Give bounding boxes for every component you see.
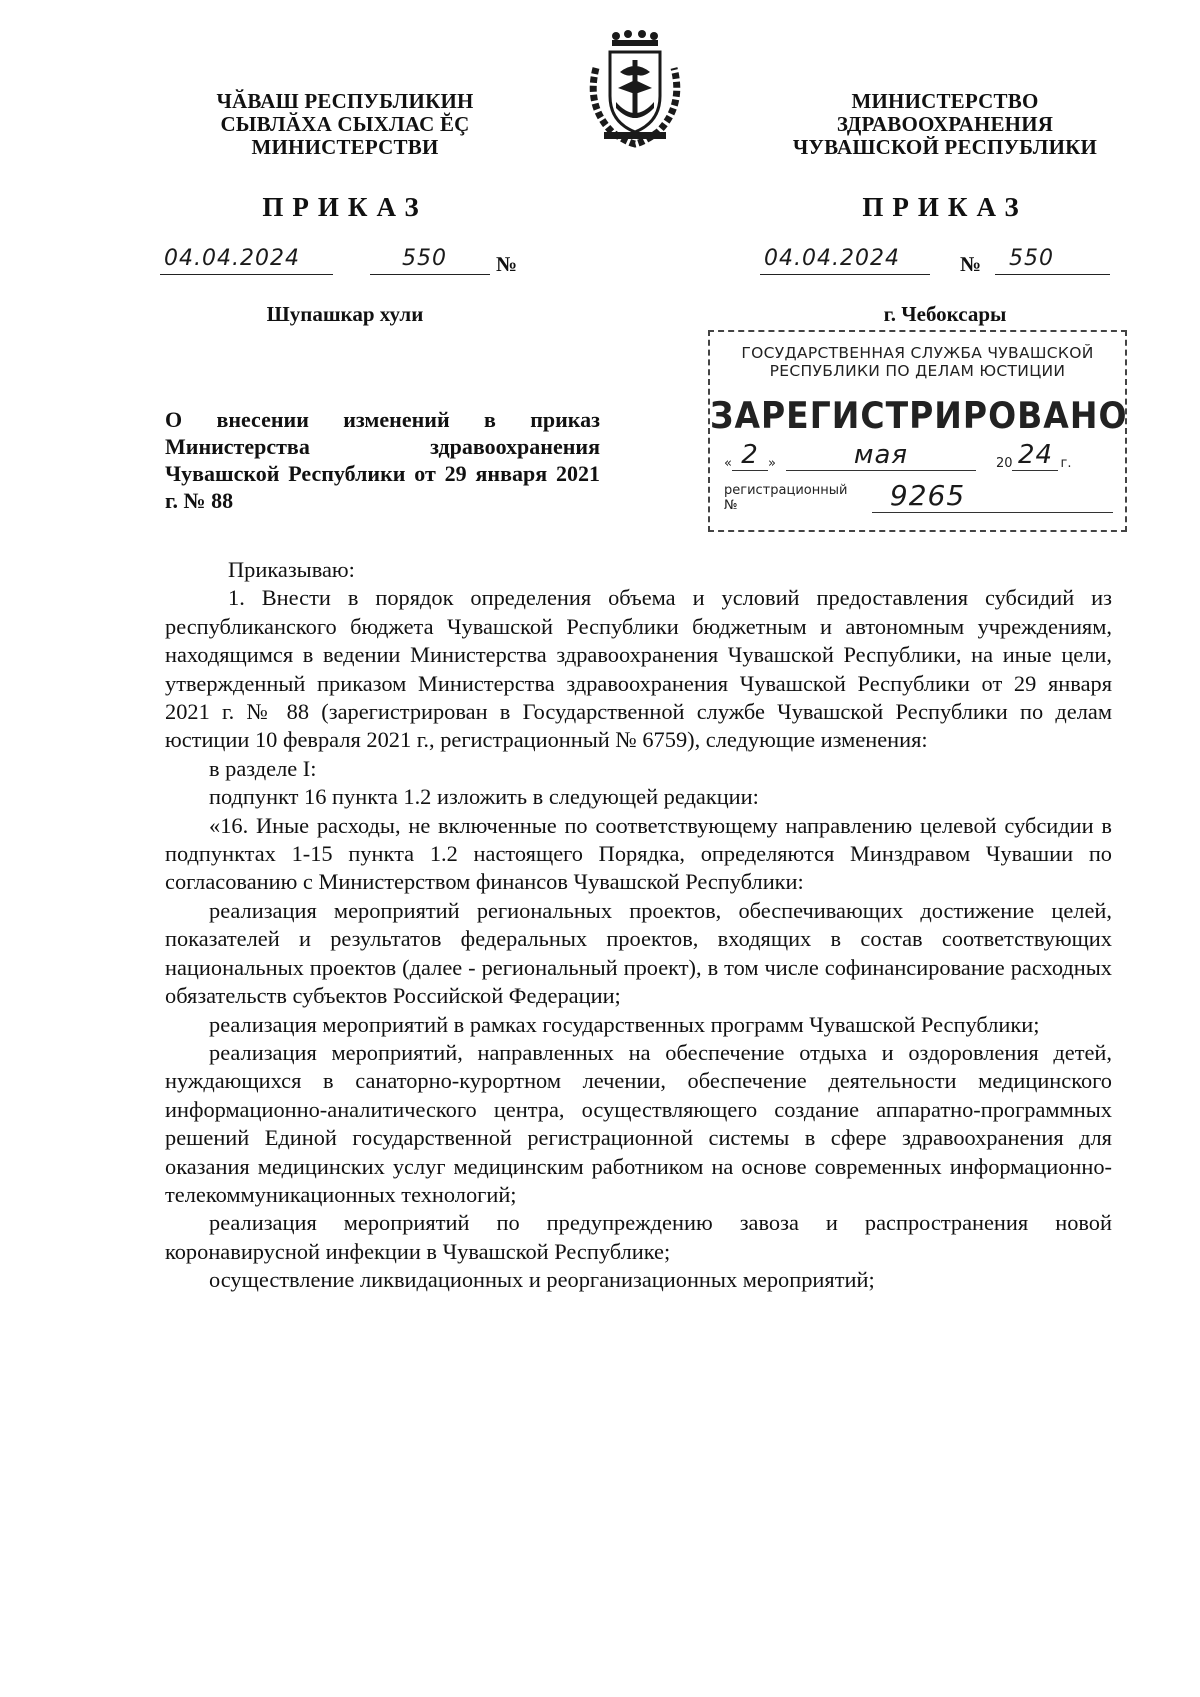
stamp-year-prefix: 20 [995,456,1013,471]
stamp-month-line [786,440,976,471]
left-date: 04.04.2024 [164,246,300,271]
header-right [760,90,1130,159]
left-number-sign: № [496,252,518,276]
registration-stamp [708,330,1127,532]
right-number-sign: № [960,252,982,276]
stamp-registered: ЗАРЕГИСТРИРОВАНО [710,394,1128,437]
stamp-close-quote: » [767,456,776,471]
stamp-year-suffix: 24 [1017,440,1054,470]
stamp-line1: ГОСУДАРСТВЕННАЯ СЛУЖБА ЧУВАШСКОЙ [741,344,1094,362]
stamp-line2: РЕСПУБЛИКИ ПО ДЕЛАМ ЮСТИЦИИ [769,362,1066,380]
stamp-month: мая [853,440,909,470]
order-body [165,556,1112,1295]
stamp-day-line [732,440,768,471]
left-number-line [370,248,490,275]
left-date-line [160,248,333,275]
right-date-line [760,248,930,275]
body-paragraph-4: «16. Иные расходы, не включенные по соответствующему направлению целевой субсидии в подпунктах 1-15 пункта 1.2 настоящего Порядка, определяются Минздравом Чувашии по согласованию с Министерством финансов Чувашской Республики: [165,812,1112,895]
header-right-line1: МИНИСТЕРСТВО [851,89,1039,113]
body-paragraph-9: осуществление ликвидационных и реорганизационных мероприятий; [209,1267,875,1293]
header-left-line2: СЫВЛӐХА СЫХЛАС ĔÇ [220,112,470,136]
stamp-date-row [724,440,1113,471]
right-number-line [995,248,1110,275]
city-right: г. Чебоксары [883,302,1007,326]
stamp-year-unit: г. [1060,456,1072,471]
stamp-year-line [1012,440,1058,471]
header-left-line1: ЧӐВАШ РЕСПУБЛИКИН [216,89,474,113]
order-title-left: ПРИКАЗ [262,192,428,222]
body-paragraph-6: реализация мероприятий в рамках государственных программ Чувашской Республики; [209,1011,1040,1037]
left-number: 550 [402,246,447,271]
right-number: 550 [1009,246,1054,271]
stamp-reg-number: 9265 [889,479,966,512]
stamp-open-quote: « [724,456,732,471]
header-right-line2: ЗДРАВООХРАНЕНИЯ [836,112,1054,136]
order-title-right: ПРИКАЗ [862,192,1028,222]
body-paragraph-2: в разделе I: [209,755,317,781]
stamp-reg-row [724,479,1113,513]
coat-of-arms-icon [582,28,688,148]
header-left [165,90,525,159]
body-paragraph-intro: Приказываю: [228,557,355,582]
body-paragraph-7: реализация мероприятий, направленных на обеспечение отдыха и оздоровления детей, нуждающихся в санаторно-курортном лечении, обеспечение деятельности медицинского информационно-аналитического центра, осуществляющего создание аппаратно-программных решений Единой государственной регистрационной системы в сфере здравоохранения для оказания медицинских услуг медицинским работником на основе современных информационно-телекоммуникационных технологий; [165,1039,1112,1207]
body-paragraph-3: подпункт 16 пункта 1.2 изложить в следующей редакции: [209,784,759,810]
stamp-reg-line [872,479,1113,513]
right-date: 04.04.2024 [764,246,900,271]
header-right-line3: ЧУВАШСКОЙ РЕСПУБЛИКИ [792,135,1098,159]
body-paragraph-1: 1. Внести в порядок определения объема и условий предоставления субсидий из республиканского бюджета Чувашской Республики бюджетным и автономным учреждениям, находящимся в ведении Министерства здравоохранения Чувашской Республики, на иные цели, утвержденный приказом Министерства здравоохранения Чувашской Республики от 29 января 2021 г. № 88 (зарегистрирован в Государственной службе Чувашской Республики по делам юстиции 10 февраля 2021 г., регистрационный № 6759), следующие изменения: [165,585,1112,753]
stamp-reg-label: регистрационный № [724,483,848,513]
header-left-line3: МИНИСТЕРСТВИ [251,135,439,159]
body-paragraph-5: реализация мероприятий региональных проектов, обеспечивающих достижение целей, показателей и результатов федеральных проектов, входящих в состав соответствующих национальных проектов (далее - региональный проект), в том числе софинансирование расходных обязательств субъектов Российской Федерации; [165,897,1112,1009]
city-left: Шупашкар хули [266,302,424,326]
stamp-day: 2 [741,440,759,470]
body-paragraph-8: реализация мероприятий по предупреждению завоза и распространения новой коронавирусной инфекции в Чувашской Республике; [165,1210,1112,1264]
order-subject: О внесении изменений в приказ Министерства здравоохранения Чувашской Республики от 29 января 2021 г. № 88 [165,407,600,513]
